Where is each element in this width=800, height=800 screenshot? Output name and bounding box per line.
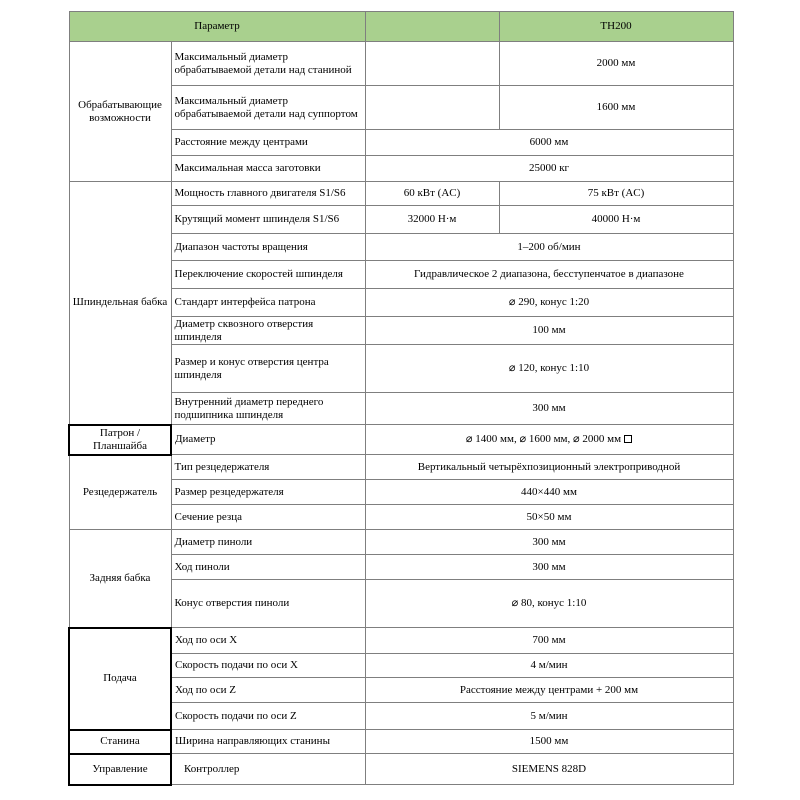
param-label: Мощность главного двигателя S1/S6 bbox=[171, 182, 365, 206]
table-row bbox=[69, 425, 733, 455]
param-label: Размер и конус отверстия центра шпинделя bbox=[171, 345, 365, 393]
table-row bbox=[69, 42, 733, 86]
param-value: 1500 мм bbox=[365, 730, 733, 754]
param-label: Скорость подачи по оси Z bbox=[171, 703, 365, 730]
group-toolholder: Резцедержатель bbox=[69, 455, 171, 530]
param-value: 25000 кг bbox=[365, 156, 733, 182]
param-value-2: 40000 Н·м bbox=[499, 206, 733, 234]
param-label: Максимальный диаметр обрабатываемой детали над суппортом bbox=[171, 86, 365, 130]
table-row bbox=[69, 754, 733, 785]
param-label: Ход по оси Z bbox=[171, 678, 365, 703]
blank-cell bbox=[365, 86, 499, 130]
table-row bbox=[69, 455, 733, 480]
param-label: Диапазон частоты вращения bbox=[171, 234, 365, 261]
param-label: Диаметр пиноли bbox=[171, 530, 365, 555]
param-value-1: 60 кВт (AC) bbox=[365, 182, 499, 206]
param-value: 6000 мм bbox=[365, 130, 733, 156]
table-row bbox=[69, 182, 733, 206]
param-value: ⌀ 120, конус 1:10 bbox=[365, 345, 733, 393]
param-value: 50×50 мм bbox=[365, 505, 733, 530]
param-label: Контроллер bbox=[171, 754, 365, 785]
table-row bbox=[69, 628, 733, 654]
group-bed: Станина bbox=[69, 730, 171, 754]
param-value: ⌀ 290, конус 1:20 bbox=[365, 289, 733, 317]
param-value: 5 м/мин bbox=[365, 703, 733, 730]
param-value: 2000 мм bbox=[499, 42, 733, 86]
square-icon bbox=[624, 435, 632, 443]
header-row bbox=[69, 12, 733, 42]
param-value: 4 м/мин bbox=[365, 654, 733, 678]
group-chuck: Патрон / Планшайба bbox=[69, 425, 171, 455]
param-label: Максимальная масса заготовки bbox=[171, 156, 365, 182]
param-label: Диаметр сквозного отверстия шпинделя bbox=[171, 317, 365, 345]
header-blank bbox=[365, 12, 499, 42]
param-value: ⌀ 80, конус 1:10 bbox=[365, 580, 733, 628]
group-feed: Подача bbox=[69, 628, 171, 730]
table-row bbox=[69, 730, 733, 754]
param-label: Размер резцедержателя bbox=[171, 480, 365, 505]
param-value-2: 75 кВт (AC) bbox=[499, 182, 733, 206]
param-value: 440×440 мм bbox=[365, 480, 733, 505]
param-label: Диаметр bbox=[171, 425, 365, 455]
param-value: 300 мм bbox=[365, 393, 733, 425]
param-label: Стандарт интерфейса патрона bbox=[171, 289, 365, 317]
header-model: TH200 bbox=[499, 12, 733, 42]
param-label: Скорость подачи по оси X bbox=[171, 654, 365, 678]
group-tailstock: Задняя бабка bbox=[69, 530, 171, 628]
param-value: 300 мм bbox=[365, 555, 733, 580]
param-label: Внутренний диаметр переднего подшипника шпинделя bbox=[171, 393, 365, 425]
param-value: Вертикальный четырёхпозиционный электроприводной bbox=[365, 455, 733, 480]
param-label: Сечение резца bbox=[171, 505, 365, 530]
param-label: Конус отверстия пиноли bbox=[171, 580, 365, 628]
chuck-dia-text: ⌀ 1400 мм, ⌀ 1600 мм, ⌀ 2000 мм bbox=[465, 433, 622, 445]
param-label: Крутящий момент шпинделя S1/S6 bbox=[171, 206, 365, 234]
param-label: Максимальный диаметр обрабатываемой детали над станиной bbox=[171, 42, 365, 86]
spec-table bbox=[68, 11, 734, 786]
param-value: 300 мм bbox=[365, 530, 733, 555]
param-label: Переключение скоростей шпинделя bbox=[171, 261, 365, 289]
header-param: Параметр bbox=[69, 12, 365, 42]
param-value: SIEMENS 828D bbox=[365, 754, 733, 785]
param-label: Ход по оси X bbox=[171, 628, 365, 654]
group-headstock: Шпиндельная бабка bbox=[69, 182, 171, 425]
group-control: Управление bbox=[69, 754, 171, 785]
param-value: Гидравлическое 2 диапазона, бесступенчатое в диапазоне bbox=[365, 261, 733, 289]
param-value: 100 мм bbox=[365, 317, 733, 345]
param-label: Расстояние между центрами bbox=[171, 130, 365, 156]
table-row bbox=[69, 530, 733, 555]
param-value: Расстояние между центрами + 200 мм bbox=[365, 678, 733, 703]
param-label: Ход пиноли bbox=[171, 555, 365, 580]
param-value bbox=[365, 425, 733, 455]
param-value: 700 мм bbox=[365, 628, 733, 654]
blank-cell bbox=[365, 42, 499, 86]
param-value: 1–200 об/мин bbox=[365, 234, 733, 261]
param-value-1: 32000 Н·м bbox=[365, 206, 499, 234]
param-label: Тип резцедержателя bbox=[171, 455, 365, 480]
group-capabilities: Обрабатывающие возможности bbox=[69, 42, 171, 182]
param-value: 1600 мм bbox=[499, 86, 733, 130]
param-label: Ширина направляющих станины bbox=[171, 730, 365, 754]
